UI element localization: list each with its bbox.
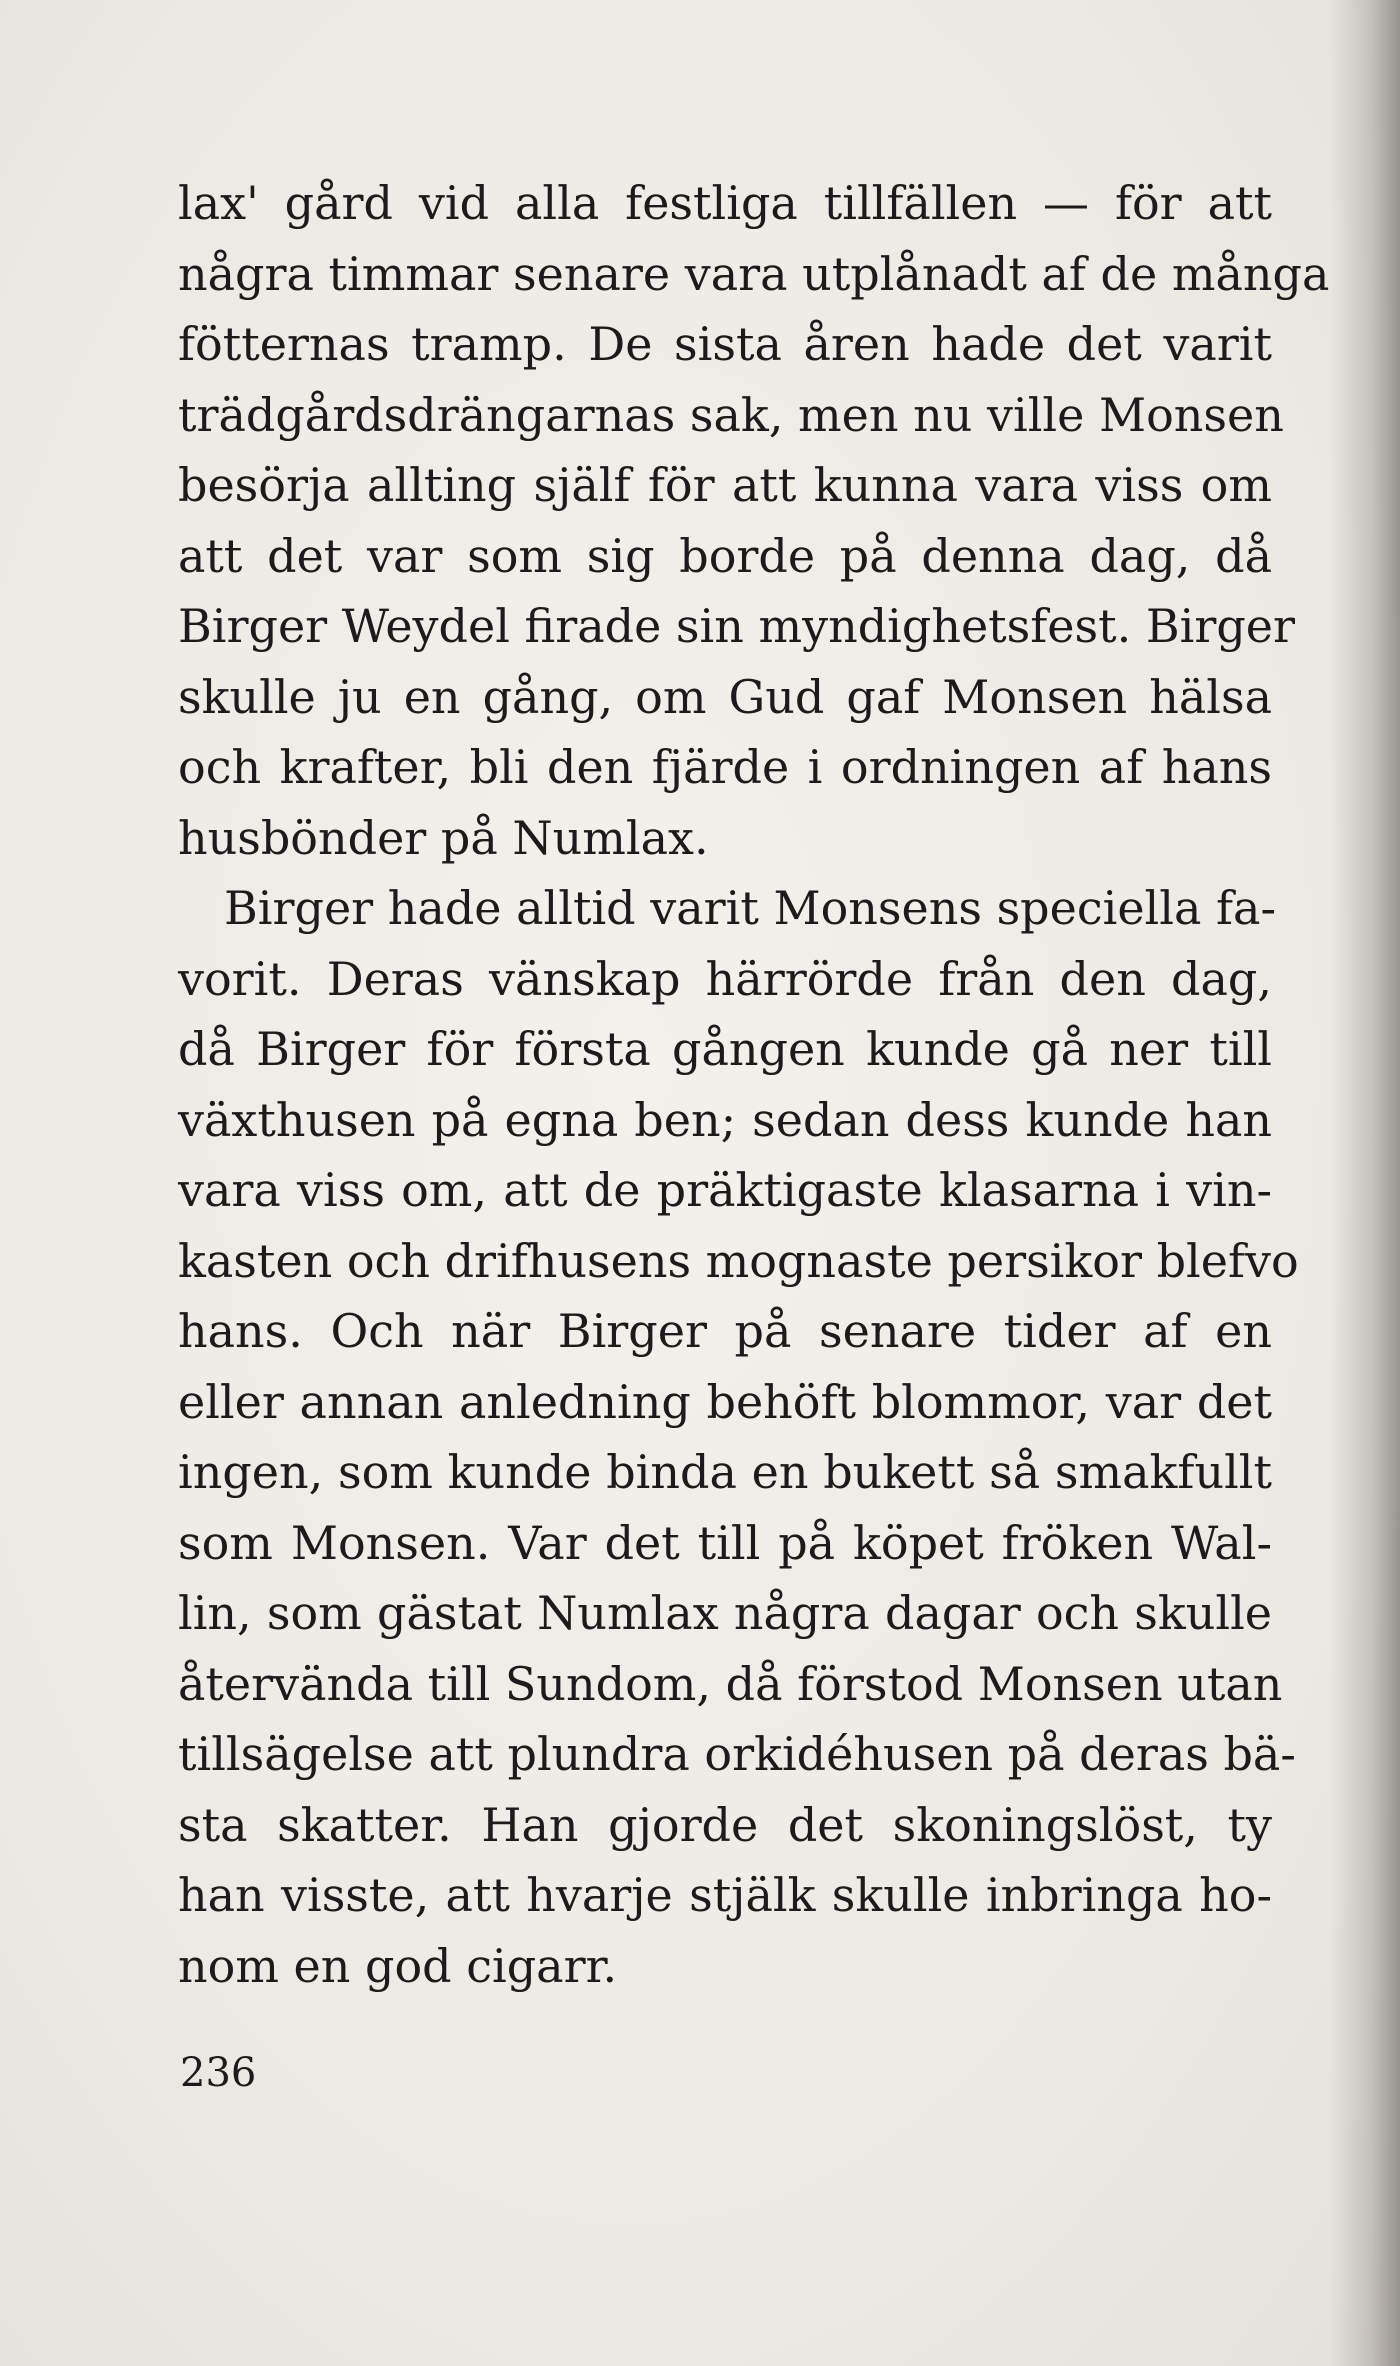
body-text (178, 168, 1330, 2001)
text-line: vorit. Deras vänskap härrörde från den dag, (178, 951, 1272, 1006)
text-line: som Monsen. Var det till på köpet fröken Wal- (178, 1515, 1272, 1570)
text-line: återvända till Sundom, då förstod Monsen utan (178, 1656, 1283, 1711)
text-line: han visste, att hvarje stjälk skulle inbringa ho- (178, 1868, 1272, 1922)
text-line: eller annan anledning behöft blommor, var det (178, 1374, 1272, 1429)
text-line: husbönder på Numlax. (178, 810, 709, 865)
text-line: besörja allting själf för att kunna vara viss om (178, 458, 1272, 512)
paragraph-1 (178, 168, 1330, 873)
text-line: då Birger för första gången kunde gå ner till (178, 1022, 1272, 1076)
text-line: tillsägelse att plundra orkidéhusen på deras bä- (178, 1727, 1296, 1781)
binding-shadow (1330, 0, 1400, 2366)
page-number: 236 (180, 2050, 257, 2096)
text-line: trädgårdsdrängarnas sak, men nu ville Monsen (178, 387, 1284, 442)
text-line: skulle ju en gång, om Gud gaf Monsen hälsa (178, 669, 1272, 724)
text-line: kasten och drifhusens mognaste persikor blefvo (178, 1233, 1299, 1288)
text-line: lin, som gästat Numlax några dagar och skulle (178, 1586, 1272, 1640)
text-line: sta skatter. Han gjorde det skoningslöst, ty (178, 1797, 1272, 1852)
text-line: att det var som sig borde på denna dag, då (178, 528, 1272, 583)
paragraph-2 (178, 873, 1299, 2001)
text-line: lax' gård vid alla festliga tillfällen — för att (178, 176, 1272, 230)
text-line: Birger Weydel firade sin myndighetsfest. Birger (178, 599, 1296, 653)
text-line: ingen, som kunde binda en bukett så smakfullt (178, 1445, 1272, 1499)
text-line: och krafter, bli den fjärde i ordningen af hans (178, 740, 1272, 794)
text-line: vara viss om, att de präktigaste klasarna i vin- (178, 1163, 1272, 1217)
text-line: växthusen på egna ben; sedan dess kunde han (178, 1092, 1272, 1147)
text-line: några timmar senare vara utplånadt af de många (178, 246, 1330, 301)
text-line: hans. Och när Birger på senare tider af en (178, 1304, 1272, 1358)
text-line: nom en god cigarr. (178, 1938, 618, 1993)
text-line: Birger hade alltid varit Monsens speciella fa- (224, 881, 1277, 935)
text-line: fötternas tramp. De sista åren hade det varit (178, 317, 1272, 371)
